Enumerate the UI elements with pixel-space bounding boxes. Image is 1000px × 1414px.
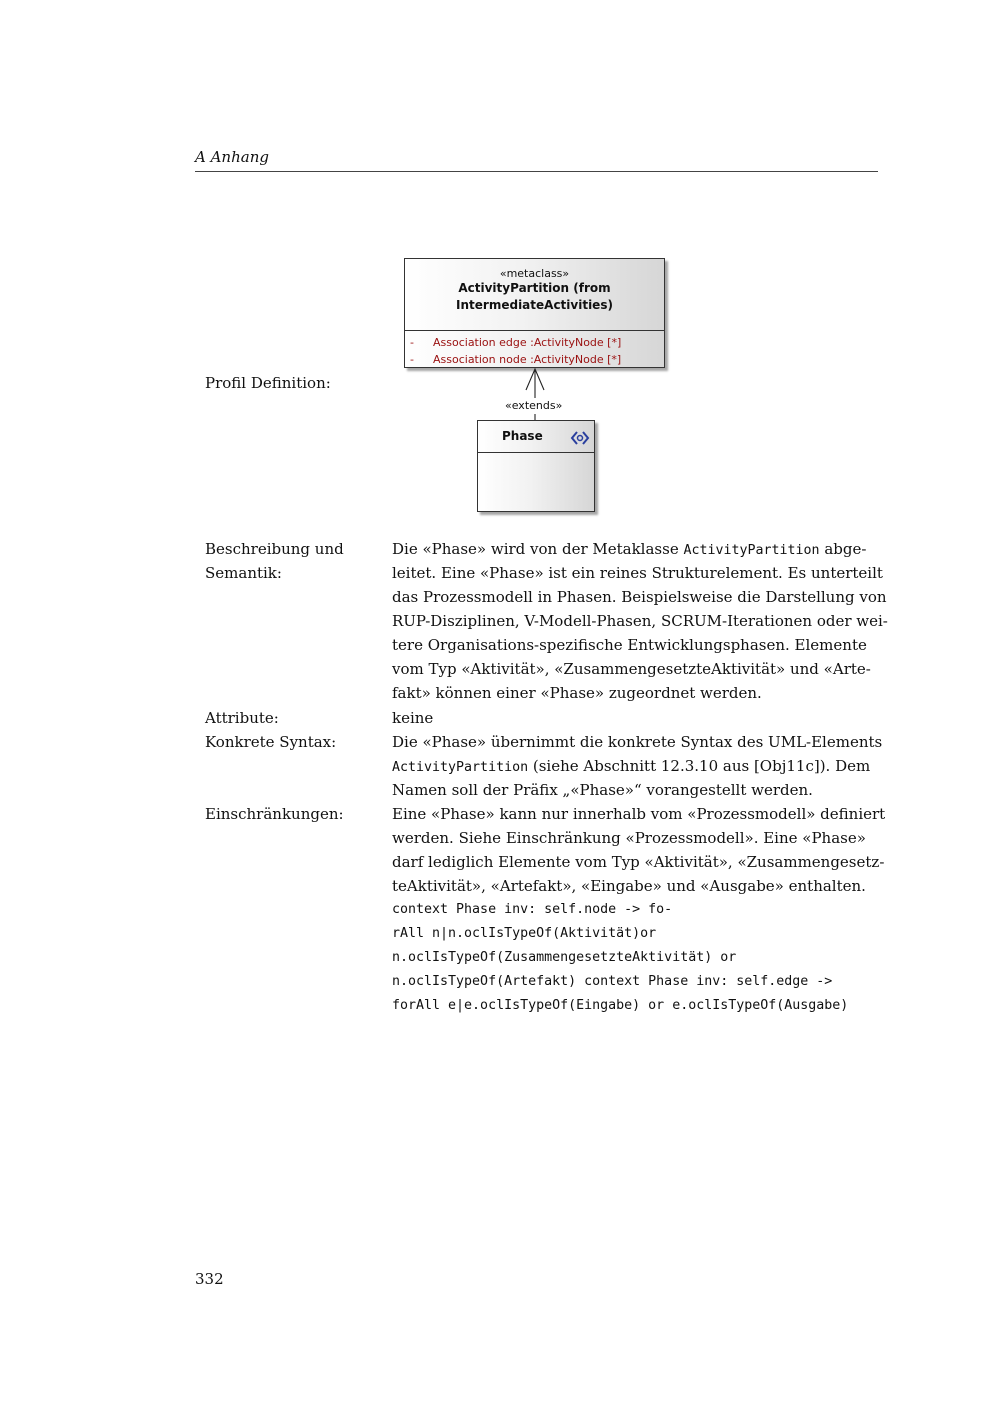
- text-line: Namen soll der Präfix „«Phase»“ vorangestellt werden.: [392, 781, 813, 799]
- attribute-row: [405, 336, 664, 353]
- metaclass-box: [404, 258, 665, 368]
- extends-arrow: [515, 366, 555, 426]
- text-line: [392, 754, 897, 778]
- ocl-code-line: context Phase inv: self.node -> fo-: [392, 902, 673, 917]
- text-line: fakt» können einer «Phase» zugeordnet werden.: [392, 684, 762, 702]
- text-line: [392, 537, 897, 561]
- page-number: 332: [195, 1270, 224, 1288]
- text-line: das Prozessmodell in Phasen. Beispielsweise die Darstellung von: [392, 588, 887, 606]
- label-beschreibung: [205, 537, 344, 585]
- extends-label: «extends»: [505, 399, 563, 412]
- metaclass-title: [405, 267, 664, 331]
- text-run: abge-: [819, 540, 867, 558]
- attribute-visibility: -: [410, 336, 414, 349]
- text-line: Die «Phase» übernimmt die konkrete Syntax des UML-Elements: [392, 733, 883, 751]
- text-line: vom Typ «Aktivität», «ZusammengesetzteAktivität» und «Arte-: [392, 660, 871, 678]
- text-line: teAktivität», «Artefakt», «Eingabe» und «Ausgabe» enthalten.: [392, 877, 866, 895]
- ocl-code-line: rAll n|n.oclIsTypeOf(Aktivität)or: [392, 926, 657, 941]
- attribute-value: keine: [392, 709, 434, 727]
- metaclass-name-line2: IntermediateActivities): [456, 298, 613, 312]
- phase-name: Phase: [502, 429, 543, 443]
- code-run: ActivityPartition: [683, 543, 820, 558]
- text-run: (siehe Abschnitt 12.3.10 aus [Obj11c]). Dem: [528, 757, 871, 775]
- phase-title: [478, 421, 594, 453]
- text-line: tere Organisations-spezifische Entwicklungsphasen. Elemente: [392, 636, 867, 654]
- text-run: Die «Phase» wird von der Metaklasse: [392, 540, 684, 558]
- text-line: werden. Siehe Einschränkung «Prozessmodell». Eine «Phase»: [392, 829, 866, 847]
- label-konkrete-syntax: Konkrete Syntax:: [205, 733, 337, 751]
- label-einschraenkungen: Einschränkungen:: [205, 805, 344, 823]
- konkrete-syntax-text: [392, 730, 897, 802]
- label-line: Beschreibung und: [205, 540, 344, 558]
- stereotype-icon: [570, 430, 590, 446]
- text-line: RUP-Disziplinen, V-Modell-Phasen, SCRUM-Iterationen oder wei-: [392, 612, 888, 630]
- attribute-visibility: -: [410, 353, 414, 366]
- text-line: Eine «Phase» kann nur innerhalb vom «Prozessmodell» definiert: [392, 805, 886, 823]
- metaclass-stereotype: «metaclass»: [499, 267, 570, 280]
- header-rule: [195, 171, 878, 172]
- attribute-text: Association node :ActivityNode [*]: [433, 353, 622, 366]
- phase-class-box: [477, 420, 595, 512]
- einschraenkungen-text: [392, 802, 897, 1018]
- label-line: Semantik:: [205, 564, 282, 582]
- label-attribute: Attribute:: [205, 709, 279, 727]
- label-profil-definition: Profil Definition:: [205, 374, 331, 392]
- metaclass-attributes: [405, 331, 664, 370]
- running-header: A Anhang: [195, 148, 269, 166]
- text-line: leitet. Eine «Phase» ist ein reines Strukturelement. Es unterteilt: [392, 564, 883, 582]
- beschreibung-text: [392, 537, 897, 705]
- ocl-code-line: forAll e|e.oclIsTypeOf(Eingabe) or e.oclIsTypeOf(Ausgabe): [392, 998, 849, 1013]
- code-run: ActivityPartition: [392, 760, 529, 775]
- metaclass-name-line1: ActivityPartition (from: [458, 281, 611, 295]
- ocl-code-line: n.oclIsTypeOf(ZusammengesetzteAktivität) or: [392, 950, 737, 965]
- text-line: darf lediglich Elemente vom Typ «Aktivität», «Zusammengesetz-: [392, 853, 885, 871]
- ocl-code-line: n.oclIsTypeOf(Artefakt) context Phase inv: self.edge ->: [392, 974, 833, 989]
- attribute-text: Association edge :ActivityNode [*]: [433, 336, 622, 349]
